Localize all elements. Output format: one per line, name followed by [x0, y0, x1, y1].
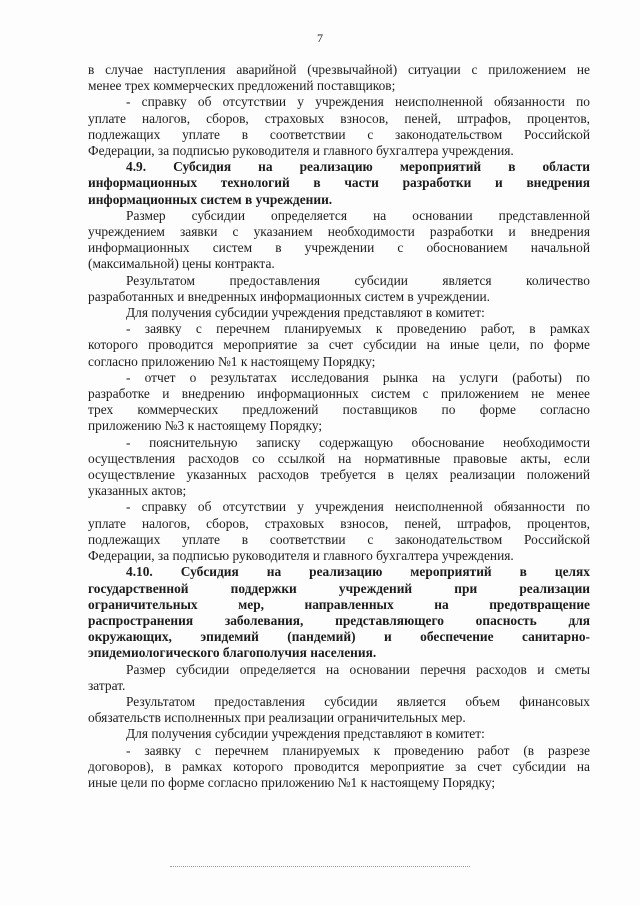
text-line: разработанных и внедренных информационных систем в учреждении.: [88, 288, 491, 304]
text-line: трех коммерческих предложений поставщиков по форме согласно: [88, 402, 590, 418]
text-line: Результатом предоставления субсидии является объем финансовых: [126, 693, 590, 709]
text-line: эпидемиологического благополучия населения.: [88, 645, 377, 661]
text-line: Федерации, за подписью руководителя и главного бухгалтера учреждения.: [88, 548, 514, 564]
text-line: в случае наступления аварийной (чрезвычайной) ситуации с приложением не: [88, 62, 590, 77]
text-line: обязательств исполненных при реализации ограничительных мер.: [88, 710, 466, 726]
text-line: окружающих, эпидемий (пандемий) и обеспечение санитарно-: [88, 629, 590, 645]
text-line: Для получения субсидии учреждения представляют в комитет:: [126, 305, 485, 321]
text-line: затрат.: [88, 677, 126, 693]
text-line: приложению №3 к настоящему Порядку;: [88, 418, 323, 434]
text-line: - отчет о результатах исследования рынка на услуги (работы) по: [126, 369, 590, 385]
text-line: Размер субсидии определяется на основании перечня расходов и сметы: [126, 661, 590, 677]
text-line: Размер субсидии определяется на основании представленной: [126, 207, 590, 223]
text-line: подлежащих уплате в соответствии с законодательством Российской: [88, 531, 590, 547]
text-line: - справку об отсутствии у учреждения неисполненной обязанности по: [126, 499, 590, 515]
text-line: уплате налогов, сборов, страховых взносов, пеней, штрафов, процентов,: [88, 110, 590, 126]
text-line: - заявку с перечнем планируемых к проведению работ (в разрезе: [126, 742, 590, 758]
text-line: осуществление указанных расходов требуется в целях реализации положений: [88, 467, 590, 483]
text-line: указанных актов;: [88, 483, 187, 499]
text-line: иные цели по форме согласно приложению №1 к настоящему Порядку;: [88, 774, 496, 790]
text-line: которого проводится мероприятие за счет субсидии на иные цели, по форме: [88, 337, 590, 353]
text-line: согласно приложению №1 к настоящему Порядку;: [88, 353, 376, 369]
text-line: учреждением заявки с указанием необходимости разработки и внедрения: [88, 224, 590, 240]
document-body: [88, 62, 590, 791]
text-line: - заявку с перечнем планируемых к проведению работ, в рамках: [126, 321, 590, 337]
text-line: Федерации, за подписью руководителя и главного бухгалтера учреждения.: [88, 143, 514, 159]
text-line: осуществления расходов со ссылкой на нормативные правовые акты, если: [88, 450, 590, 466]
text-line: информационных систем в учреждении.: [88, 191, 333, 207]
text-line: распространения заболевания, представляющего опасность для: [88, 612, 590, 628]
text-line: подлежащих уплате в соответствии с законодательством Российской: [88, 126, 590, 142]
text-line: информационных технологий в части разработки и внедрения: [88, 175, 590, 191]
page-number: 7: [317, 31, 323, 45]
text-line: - справку об отсутствии у учреждения неисполненной обязанности по: [126, 94, 590, 110]
text-line: ограничительных мер, направленных на предотвращение: [88, 596, 590, 612]
text-line: уплате налогов, сборов, страховых взносов, пеней, штрафов, процентов,: [88, 515, 590, 531]
text-line: 4.10. Субсидия на реализацию мероприятий в целях: [126, 564, 590, 580]
text-line: 4.9. Субсидия на реализацию мероприятий в области: [126, 159, 590, 175]
text-line: Для получения субсидии учреждения представляют в комитет:: [126, 726, 485, 742]
text-line: государственной поддержки учреждений при реализации: [88, 580, 590, 596]
footer-rule: [170, 866, 470, 867]
text-line: Результатом предоставления субсидии является количество: [126, 272, 590, 288]
text-line: договоров), в рамках которого проводится мероприятие за счет субсидии на: [88, 758, 590, 774]
text-line: менее трех коммерческих предложений поставщиков;: [88, 78, 396, 94]
text-line: информационных систем в учреждении с обоснованием начальной: [88, 240, 590, 256]
text-line: - пояснительную записку содержащую обоснование необходимости: [126, 434, 590, 450]
text-line: (максимальной) цены контракта.: [88, 256, 275, 272]
text-line: разработке и внедрению информационных систем с приложением не менее: [88, 386, 590, 402]
